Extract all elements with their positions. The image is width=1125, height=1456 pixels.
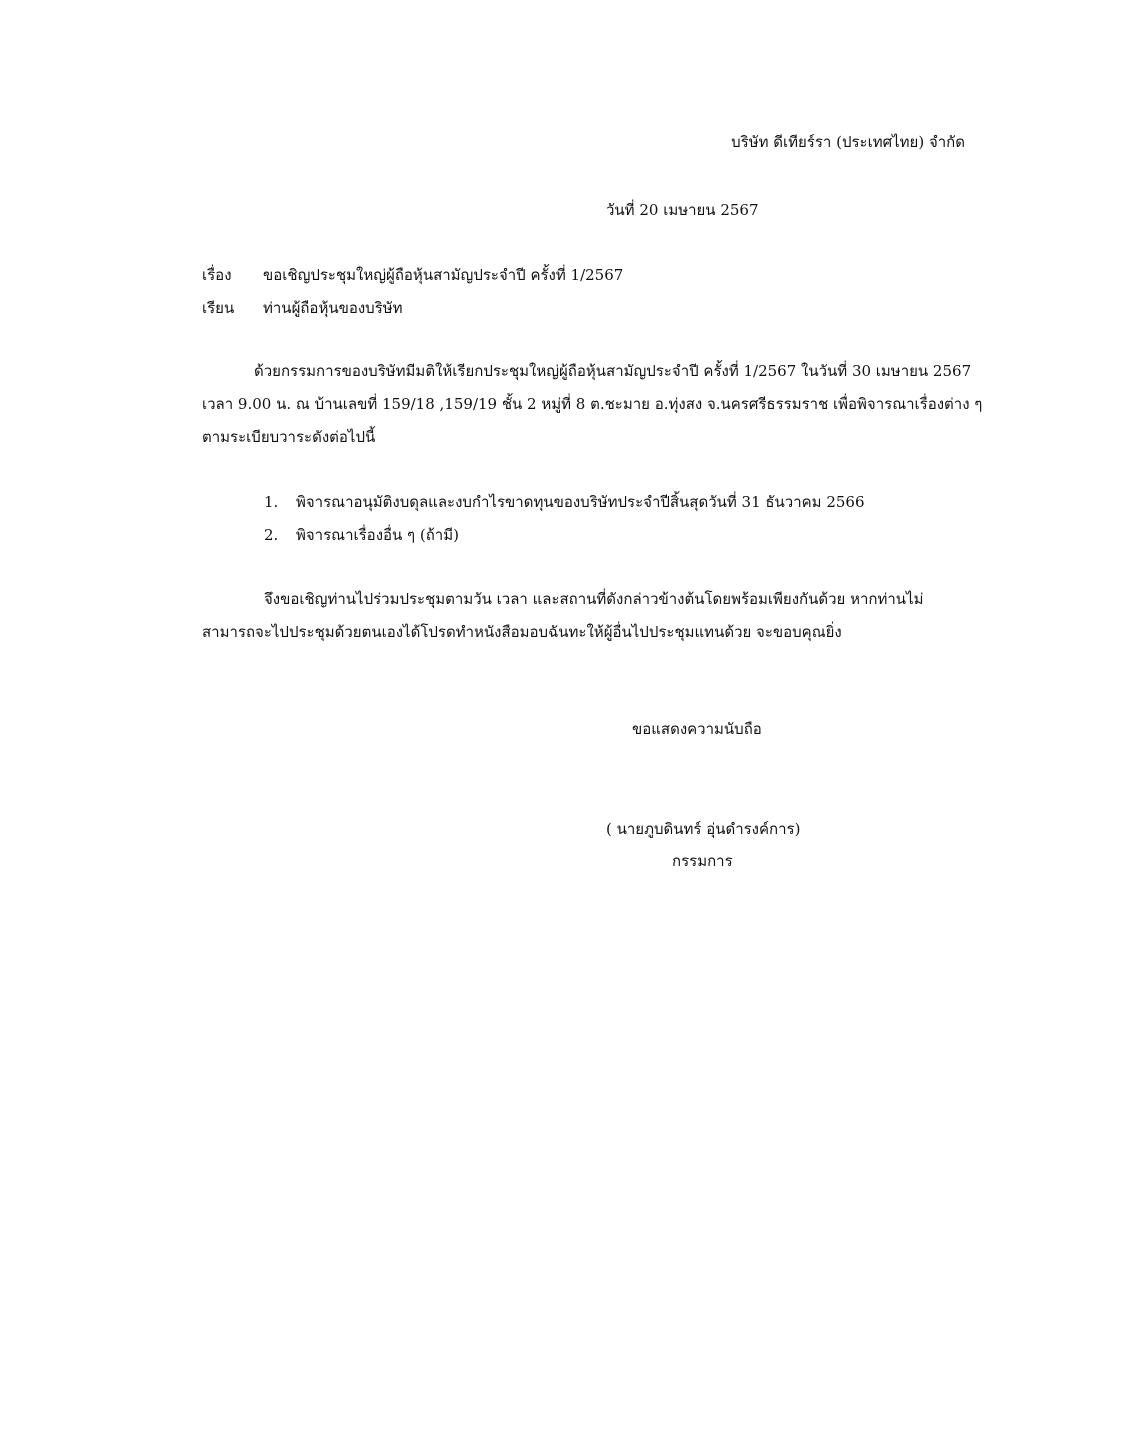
- closing-phrase: ขอแสดงความนับถือ: [632, 720, 762, 738]
- company-name: บริษัท ดีเทียร์รา (ประเทศไทย) จำกัด: [731, 133, 965, 151]
- paragraph-line: สามารถจะไปประชุมด้วยตนเองได้โปรดทำหนังสือมอบฉันทะให้ผู้อื่นไปประชุมแทนด้วย จะขอบคุณยิ่ง: [202, 623, 842, 641]
- signer-name: ( นายภูบดินทร์ อุ่นดำรงค์การ): [606, 820, 801, 838]
- paragraph-line: ตามระเบียบวาระดังต่อไปนี้: [202, 428, 376, 446]
- invitation-paragraph: [202, 355, 983, 454]
- subject-label: เรื่อง: [202, 266, 232, 284]
- signer-title: กรรมการ: [672, 852, 733, 870]
- agenda-number: 2.: [264, 526, 279, 544]
- agenda-item: [264, 486, 865, 519]
- agenda-text: พิจารณาอนุมัติงบดุลและงบกำไรขาดทุนของบริษัทประจำปีสิ้นสุดวันที่ 31 ธันวาคม 2566: [296, 493, 865, 511]
- request-paragraph: [202, 583, 966, 649]
- agenda-item: [264, 519, 865, 552]
- paragraph-line: จึงขอเชิญท่านไปร่วมประชุมตามวัน เวลา และสถานที่ดังกล่าวข้างต้นโดยพร้อมเพียงกันด้วย หากท่านไม่: [264, 590, 924, 608]
- letter-date: วันที่ 20 เมษายน 2567: [606, 201, 759, 219]
- paragraph-line: ด้วยกรรมการของบริษัทมีมติให้เรียกประชุมใหญ่ผู้ถือหุ้นสามัญประจำปี ครั้งที่ 1/2567 ในวันที่ 30 เมษายน 2567: [254, 362, 972, 380]
- agenda-list: [264, 486, 865, 552]
- agenda-number: 1.: [264, 493, 279, 511]
- agenda-text: พิจารณาเรื่องอื่น ๆ (ถ้ามี): [296, 526, 459, 544]
- recipient-label: เรียน: [202, 299, 235, 317]
- paragraph-line: เวลา 9.00 น. ณ บ้านเลขที่ 159/18 ,159/19 ชั้น 2 หมู่ที่ 8 ต.ชะมาย อ.ทุ่งสง จ.นครศรีธรรมราช เพื่อพิจารณาเรื่องต่าง ๆ: [202, 395, 983, 413]
- recipient-text: ท่านผู้ถือหุ้นของบริษัท: [263, 299, 403, 317]
- subject-text: ขอเชิญประชุมใหญ่ผู้ถือหุ้นสามัญประจำปี ครั้งที่ 1/2567: [263, 266, 624, 284]
